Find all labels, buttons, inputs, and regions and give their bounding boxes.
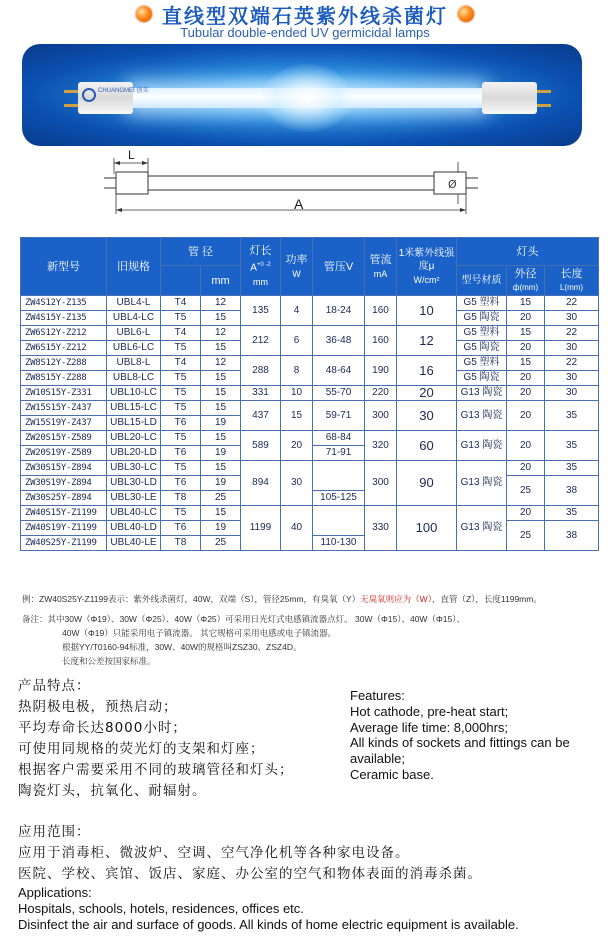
table-row: ZW8S15Y-Z288 UBL8-LC T5 15 G5 陶瓷 20 30 (21, 371, 599, 386)
table-row: ZW6S15Y-Z212 UBL6-LC T5 15 G5 陶瓷 20 30 (21, 341, 599, 356)
pin-icon (537, 90, 551, 93)
table-row: ZW8S12Y-Z288 UBL8-L T4 12 288 8 48-64 190 16 G5 塑料 15 22 (21, 356, 599, 371)
features-en-heading: Features: (350, 688, 405, 703)
table-row: ZW20S19Y-Z589 UBL20-LD T6 19 71-91 (21, 446, 599, 461)
applications-cn-item: 医院、学校、宾馆、饭店、家庭、办公室的空气和物体表面的消毒杀菌。 (18, 866, 482, 882)
table-row: ZW4S12Y-Z135 UBL4-L T4 12 135 4 18-24 160 10 G5 塑料 15 22 (21, 296, 599, 311)
brand-logo-icon (82, 88, 96, 102)
table-row: ZW15S15Y-Z437 UBL15-LC T5 15 437 15 59-71 300 30 G13 陶瓷 20 35 (21, 401, 599, 416)
pin-icon (537, 104, 551, 107)
header-power: 功率 W (281, 238, 313, 296)
tube-glow (262, 64, 352, 132)
orange-bullet-icon (458, 6, 474, 22)
features-cn-item: 平均寿命长达8000小时； (18, 720, 187, 736)
dimension-drawing (90, 148, 510, 228)
table-row: ZW10S15Y-Z331 UBL10-LC T5 15 331 10 55-70 220 20 G13 陶瓷 20 30 (21, 386, 599, 401)
features-en-item: Ceramic base. (350, 766, 434, 782)
table-row: ZW40S25Y-Z1199 UBL40-LE T8 25 110-130 (21, 536, 599, 551)
header-tube-unit: mm (201, 266, 241, 296)
table-row: ZW6S12Y-Z212 UBL6-L T4 12 212 6 36-48 160 12 G5 塑料 15 22 (21, 326, 599, 341)
features-en-item: available; (350, 751, 405, 767)
remark-line-4: 长度和公差按国家标准。 (62, 656, 156, 666)
header-cap-od: 外径 ф(mm) (507, 266, 545, 296)
header-current: 管流 mA (365, 238, 397, 296)
table-header-row (21, 238, 599, 266)
header-tube-diameter: 管 径 (161, 238, 241, 266)
applications-en-heading: Applications: (18, 885, 92, 900)
applications-en-item: Disinfect the air and surface of goods. All kinds of home electric equipment is available. (18, 917, 519, 932)
applications-cn (18, 822, 482, 885)
header-new-model: 新型号 (21, 238, 107, 296)
table-row: ZW4S15Y-Z135 UBL4-LC T5 15 G5 陶瓷 20 30 (21, 311, 599, 326)
table-row: ZW30S15Y-Z894 UBL30-LC T5 15 894 30 300 90 G13 陶瓷 20 35 (21, 461, 599, 476)
phi-label: Ø (448, 178, 457, 191)
table-row: ZW30S25Y-Z894 UBL30-LE T8 25 105-125 (21, 491, 599, 506)
dimension-label-A: A (294, 196, 304, 212)
features-cn-item: 热阴极电极，预热启动； (18, 699, 178, 715)
header-length: 灯长 $A^{+0 -2}$ mm (241, 238, 281, 296)
header-cap: 灯头 (457, 238, 599, 266)
page-title-cn: 直线型双端石英紫外线杀菌灯 (162, 3, 448, 28)
page-title-en: Tubular double-ended UV germicidal lamps (180, 25, 430, 40)
table-row: ZW30S19Y-Z894 UBL30-LD T6 19 25 38 (21, 476, 599, 491)
remark-line-2: 40W（Φ19）只能采用电子镇流器。 其它规格可采用电感或电子镇流器。 (62, 628, 337, 638)
page-header (0, 0, 610, 44)
example-note: 例：ZW40S25Y-Z1199表示：紫外线杀菌灯，40W，双端（S），管径25mm，有臭氧（Y）无臭氧则应为（W），直管（Z），长度1199mm。 (22, 594, 542, 604)
header-voltage: 管压V (313, 238, 365, 296)
tube-cap-right (482, 82, 537, 114)
header-old-model: 旧规格 (107, 238, 161, 296)
table-row: ZW15S19Y-Z437 UBL15-LD T6 19 (21, 416, 599, 431)
features-cn-item: 陶瓷灯头，抗氧化、耐辐射。 (18, 783, 207, 799)
product-hero-image (22, 44, 582, 146)
brand-logo-text: CHUANGMEI 创美 (98, 88, 149, 94)
features-cn-heading: 产品特点： (18, 678, 91, 694)
pin-icon (64, 104, 78, 107)
features-cn-item: 可使用同规格的荧光灯的支架和灯座； (18, 741, 265, 757)
table-row: ZW40S19Y-Z1199 UBL40-LD T6 19 25 38 (21, 521, 599, 536)
header-cap-type: 型号材质 (457, 266, 507, 296)
features-en-item: Average life time: 8,000hrs; (350, 719, 509, 735)
table-row: ZW20S15Y-Z589 UBL20-LC T5 15 589 20 68-84 320 60 G13 陶瓷 20 35 (21, 431, 599, 446)
remark-line-1: 备注：其中30W（Φ19）、30W（Φ25）、40W（Φ25）可采用日光灯式电感镇流器点灯。 30W（Φ15）、40W（Φ15）、 (22, 614, 465, 624)
remark-line-3: 根据YY/T0160-94标准，30W、40W的规格叫ZSZ30、ZSZ4D。 (62, 642, 302, 652)
dimension-label-L: L (128, 148, 135, 162)
header-tube-type (161, 266, 201, 296)
features-en-item: Hot cathode, pre-heat start; (350, 703, 509, 719)
title-row (0, 3, 610, 28)
features-cn (18, 676, 348, 802)
pin-icon (64, 90, 78, 93)
dimension-diagram (90, 148, 510, 228)
table-row: ZW40S15Y-Z1199 UBL40-LC T5 15 1199 40 330 100 G13 陶瓷 20 35 (21, 506, 599, 521)
features-en (350, 688, 600, 783)
applications-cn-item: 应用于消毒柜、微波炉、空调、空气净化机等各种家电设备。 (18, 845, 410, 861)
features-en-item: All kinds of sockets and fittings can be (350, 735, 570, 751)
features-cn-item: 根据客户需要采用不同的玻璃管径和灯头； (18, 762, 294, 778)
orange-bullet-icon (136, 6, 152, 22)
applications-cn-heading: 应用范围： (18, 824, 91, 840)
header-uv-intensity: 1米紫外线强度μ W/cm² (397, 238, 457, 296)
applications-en (18, 885, 519, 933)
specification-table (20, 237, 599, 551)
header-cap-length: 长度 L(mm) (545, 266, 599, 296)
applications-en-item: Hospitals, schools, hotels, residences, offices etc. (18, 901, 304, 916)
